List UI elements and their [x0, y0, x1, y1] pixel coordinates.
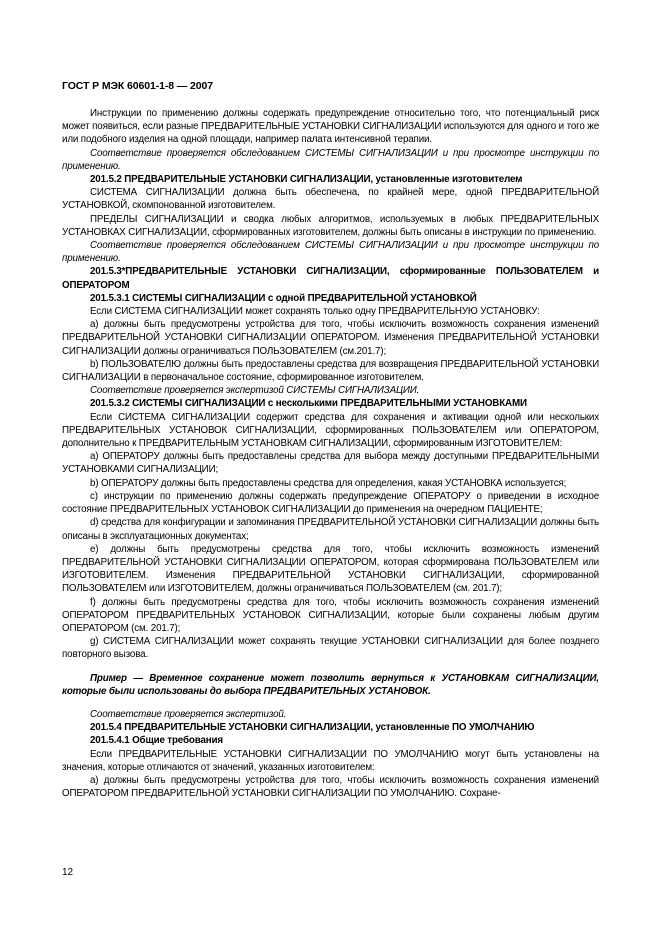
paragraph: СИСТЕМА СИГНАЛИЗАЦИИ должна быть обеспечена, по крайней мере, одной ПРЕДВАРИТЕЛЬНОЙ УСТАНОВКОЙ, скомпонованной изготовителем.	[62, 187, 599, 212]
list-item: а) ОПЕРАТОРУ должны быть предоставлены средства для выбора между доступными ПРЕДВАРИТЕЛЬНЫМИ УСТАНОВКАМИ СИГНАЛИЗАЦИИ;	[62, 451, 599, 476]
section-heading: 201.5.4 ПРЕДВАРИТЕЛЬНЫЕ УСТАНОВКИ СИГНАЛИЗАЦИИ, установленные ПО УМОЛЧАНИЮ	[90, 722, 535, 734]
paragraph: Если СИСТЕМА СИГНАЛИЗАЦИИ содержит средства для сохранения и активации одной или нескольких ПРЕДВАРИТЕЛЬНЫХ УСТАНОВОК СИГНАЛИЗАЦИИ, сформированных ПОЛЬЗОВАТЕЛЕМ или ОПЕРАТОРОМ, дополнительно к ПРЕДВАРИТЕЛЬНЫМ УСТАНОВКАМ СИГНАЛИЗАЦИИ, сформированным ИЗГОТОВИТЕЛЕМ:	[62, 411, 599, 450]
compliance-note: Соответствие проверяется обследованием СИСТЕМЫ СИГНАЛИЗАЦИИ и при просмотре инструкции по применению.	[62, 240, 599, 265]
example-note: Пример — Временное сохранение может позволить вернуться к УСТАНОВКАМ СИГНАЛИЗАЦИИ, которые были использованы до выбора ПРЕДВАРИТЕЛЬНЫХ УСТАНОВОК.	[62, 672, 599, 697]
list-item: b) ОПЕРАТОРУ должны быть предоставлены средства для определения, какая УСТАНОВКА используется;	[90, 477, 567, 489]
list-item: f) должны быть предусмотрены средства для того, чтобы исключить возможность сохранения изменений ОПЕРАТОРОМ ПРЕДВАРИТЕЛЬНЫХ УСТАНОВОК СИГНАЛИЗАЦИИ, которые были сохранены любым другим ОПЕРАТОРОМ (см. 201.7);	[62, 596, 599, 634]
compliance-note: Соответствие проверяется обследованием СИСТЕМЫ СИГНАЛИЗАЦИИ и при просмотре инструкции по применению.	[62, 147, 599, 172]
section-heading: 201.5.2 ПРЕДВАРИТЕЛЬНЫЕ УСТАНОВКИ СИГНАЛИЗАЦИИ, установленные изготовителем	[90, 174, 523, 186]
subsection-heading: 201.5.4.1 Общие требования	[90, 735, 223, 747]
list-item: d) средства для конфигурации и запоминания ПРЕДВАРИТЕЛЬНОЙ УСТАНОВКИ СИГНАЛИЗАЦИИ должны быть описаны в эксплуатационных документах;	[62, 517, 599, 542]
list-item: а) должны быть предусмотрены устройства для того, чтобы исключить возможность сохранения изменений ПРЕДВАРИТЕЛЬНОЙ УСТАНОВКИ СИГНАЛИЗАЦИИ ОПЕРАТОРОМ. Изменения ПРЕДВАРИТЕЛЬНОЙ УСТАНОВКИ СИГНАЛИЗАЦИИ должны ограничиваться ПОЛЬЗОВАТЕЛЕМ (см.201.7);	[62, 319, 599, 357]
document-header: ГОСТ Р МЭК 60601-1-8 — 2007	[62, 80, 213, 92]
subsection-heading: 201.5.3.2 СИСТЕМЫ СИГНАЛИЗАЦИИ с несколькими ПРЕДВАРИТЕЛЬНЫМИ УСТАНОВКАМИ	[90, 398, 527, 410]
section-heading: 201.5.3*ПРЕДВАРИТЕЛЬНЫЕ УСТАНОВКИ СИГНАЛИЗАЦИИ, сформированные ПОЛЬЗОВАТЕЛЕМ и ОПЕРАТОРОМ	[62, 266, 599, 291]
list-item: а) должны быть предусмотрены устройства для того, чтобы исключить возможность сохранения изменений ОПЕРАТОРОМ ПРЕДВАРИТЕЛЬНОЙ УСТАНОВКИ СИГНАЛИЗАЦИИ ПО УМОЛЧАНИЮ. Сохране-	[62, 774, 599, 800]
page-number: 12	[62, 867, 74, 878]
subsection-heading: 201.5.3.1 СИСТЕМЫ СИГНАЛИЗАЦИИ с одной ПРЕДВАРИТЕЛЬНОЙ УСТАНОВКОЙ	[90, 292, 477, 304]
list-item: g) СИСТЕМА СИГНАЛИЗАЦИИ может сохранять текущие УСТАНОВКИ СИГНАЛИЗАЦИИ для более позднего повторного вызова.	[62, 636, 599, 661]
paragraph: Если СИСТЕМА СИГНАЛИЗАЦИИ может сохранять только одну ПРЕДВАРИТЕЛЬНУЮ УСТАНОВКУ:	[90, 306, 540, 318]
compliance-note: Соответствие проверяется экспертизой.	[90, 708, 287, 720]
compliance-note: Соответствие проверяется экспертизой СИСТЕМЫ СИГНАЛИЗАЦИИ.	[90, 385, 420, 397]
list-item: b) ПОЛЬЗОВАТЕЛЮ должны быть предоставлены средства для возвращения ПРЕДВАРИТЕЛЬНОЙ УСТАНОВКИ СИГНАЛИЗАЦИИ в первоначальное состояние, сформированное изготовителем.	[62, 358, 599, 384]
document-body	[62, 107, 599, 800]
list-item: е) должны быть предусмотрены средства для того, чтобы исключить возможность изменений ПРЕДВАРИТЕЛЬНОЙ УСТАНОВКИ СИГНАЛИЗАЦИИ ОПЕРАТОРОМ, которая сформирована ПОЛЬЗОВАТЕЛЕМ или ИЗГОТОВИТЕЛЕМ. Изменения ПРЕДВАРИТЕЛЬНОЙ УСТАНОВКИ СИГНАЛИЗАЦИИ, сформированной ПОЛЬЗОВАТЕЛЕМ или ИЗГОТОВИТЕЛЕМ, должны ограничиваться ПОЛЬЗОВАТЕЛЕМ (см. 201.7);	[62, 543, 599, 595]
paragraph: Инструкции по применению должны содержать предупреждение относительно того, что потенциальный риск может появиться, если разные ПРЕДВАРИТЕЛЬНЫЕ УСТАНОВКИ СИГНАЛИЗАЦИИ используются для одного и того же или подобного изделия на одной площади, например палата интенсивной терапии.	[62, 108, 599, 146]
paragraph: ПРЕДЕЛЫ СИГНАЛИЗАЦИИ и сводка любых алгоритмов, используемых в любых ПРЕДВАРИТЕЛЬНЫХ УСТАНОВКАХ СИГНАЛИЗАЦИИ, сформированных изготовителем, должны быть описаны в инструкции по применению.	[62, 213, 599, 238]
list-item: с) инструкции по применению должны содержать предупреждение ОПЕРАТОРУ о приведении в исходное состояние ПРЕДВАРИТЕЛЬНЫХ УСТАНОВОК СИГНАЛИЗАЦИИ до применения на очередном ПАЦИЕНТЕ;	[62, 490, 599, 516]
paragraph: Если ПРЕДВАРИТЕЛЬНЫЕ УСТАНОВКИ СИГНАЛИЗАЦИИ ПО УМОЛЧАНИЮ могут быть установлены на значения, которые отличаются от значений, указанных изготовителем:	[62, 748, 599, 773]
